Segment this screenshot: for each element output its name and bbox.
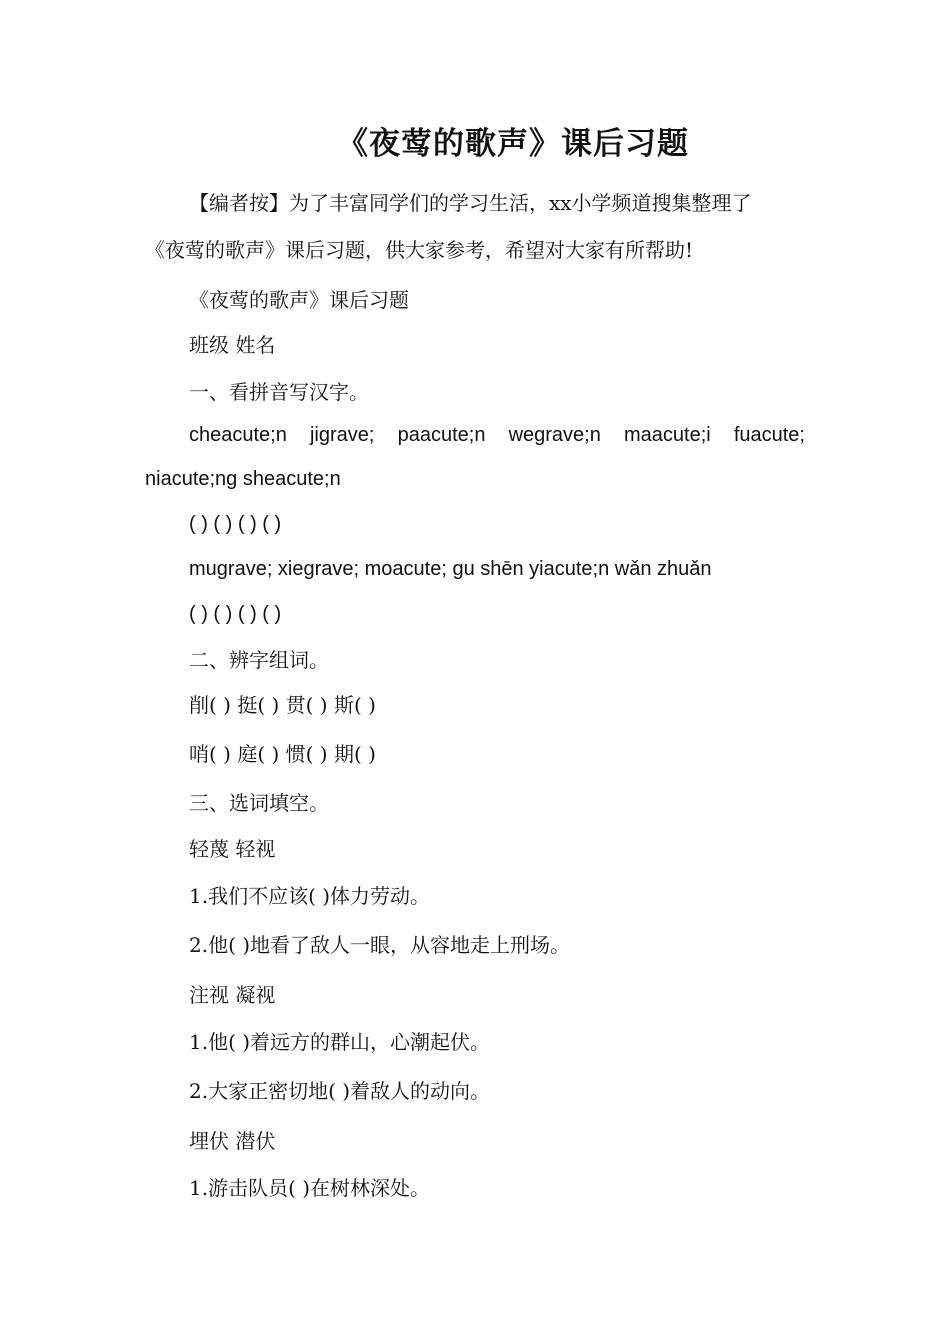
word-group-2: 注视 凝视 (189, 983, 276, 1007)
pinyin-word: cheacute;n (189, 424, 287, 446)
subtitle: 《夜莺的歌声》课后习题 (189, 288, 409, 312)
pinyin-row-2: mugrave; xiegrave; moacute; gu shēn yiacute;n wǎn zhuǎn (189, 558, 712, 580)
answer-blanks-2: ( ) ( ) ( ) ( ) (189, 603, 282, 625)
answer-blanks-1: ( ) ( ) ( ) ( ) (189, 513, 282, 535)
pinyin-word: maacute;i (623, 424, 711, 446)
word-group-3: 埋伏 潜伏 (189, 1129, 276, 1153)
document-title: 《夜莺的歌声》课后习题 (337, 126, 689, 162)
pinyin-row-1-tail: niacute;ng sheacute;n (145, 468, 341, 490)
pinyin-word: jigrave; (309, 424, 375, 446)
group-2-question-2: 2.大家正密切地( )着敌人的动向。 (189, 1079, 491, 1103)
pinyin-word: fuacute; (733, 424, 805, 446)
group-2-question-1: 1.他( )着远方的群山，心潮起伏。 (189, 1030, 491, 1054)
pinyin-row-1 (189, 421, 805, 449)
section-2-heading: 二、辨字组词。 (189, 648, 329, 672)
char-pair-row-2: 哨( ) 庭( ) 惯( ) 期( ) (189, 742, 376, 766)
group-1-question-1: 1.我们不应该( )体力劳动。 (189, 884, 431, 908)
section-3-heading: 三、选词填空。 (189, 791, 329, 815)
group-1-question-2: 2.他( )地看了敌人一眼，从容地走上刑场。 (189, 933, 571, 957)
class-name-line: 班级 姓名 (189, 333, 276, 357)
char-pair-row-1: 削( ) 挺( ) 贯( ) 斯( ) (189, 693, 376, 717)
pinyin-word: paacute;n (397, 424, 486, 446)
section-1-heading: 一、看拼音写汉字。 (189, 380, 369, 404)
intro-line-2: 《夜莺的歌声》课后习题，供大家参考，希望对大家有所帮助! (145, 238, 694, 262)
intro-line-1: 【编者按】为了丰富同学们的学习生活，xx小学频道搜集整理了 (189, 191, 752, 215)
pinyin-word: wegrave;n (508, 424, 601, 446)
group-3-question-1: 1.游击队员( )在树林深处。 (189, 1176, 431, 1200)
word-group-1: 轻蔑 轻视 (189, 837, 276, 861)
